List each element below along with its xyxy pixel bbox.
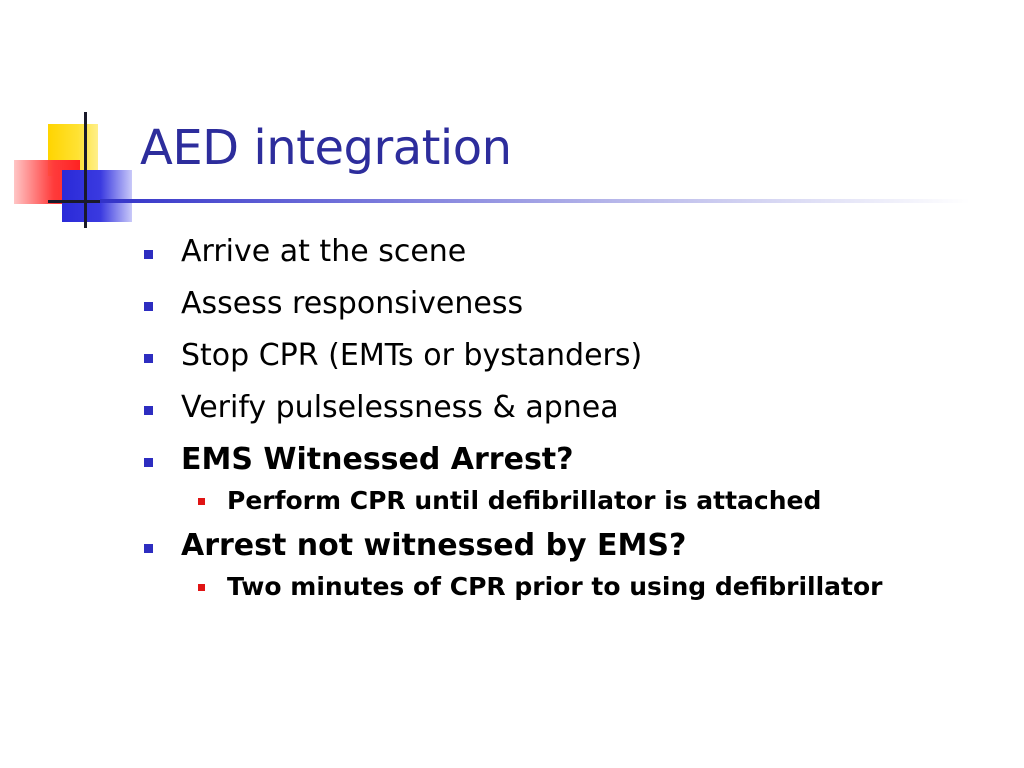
sub-bullet-text: Perform CPR until defibrillator is attached xyxy=(227,486,822,515)
sub-bullet-item xyxy=(190,484,937,518)
square-bullet-icon xyxy=(144,406,153,415)
bullet-item xyxy=(144,334,1004,378)
small-square-bullet-icon xyxy=(198,584,205,591)
small-square-bullet-icon xyxy=(198,498,205,505)
bullet-item xyxy=(144,386,1004,430)
vertical-line-shape xyxy=(84,112,87,228)
square-bullet-icon xyxy=(144,544,153,553)
bullet-text: Arrive at the scene xyxy=(181,234,467,269)
bullet-item xyxy=(144,282,1004,326)
bullet-text: EMS Witnessed Arrest? xyxy=(181,442,574,477)
decorative-logo xyxy=(0,100,150,240)
bullet-list xyxy=(144,230,1004,610)
square-bullet-icon xyxy=(144,250,153,259)
bullet-item xyxy=(144,438,1004,482)
bullet-text: Verify pulselessness & apnea xyxy=(181,390,619,425)
sub-bullet-item xyxy=(190,570,937,604)
bullet-item xyxy=(144,524,1004,568)
square-bullet-icon xyxy=(144,354,153,363)
sub-bullet-text: Two minutes of CPR prior to using defibrillator xyxy=(227,572,883,601)
square-bullet-icon xyxy=(144,458,153,467)
bullet-text: Stop CPR (EMTs or bystanders) xyxy=(181,338,643,373)
square-bullet-icon xyxy=(144,302,153,311)
bullet-text: Assess responsiveness xyxy=(181,286,524,321)
bullet-item xyxy=(144,230,1004,274)
slide-title: AED integration xyxy=(140,120,512,176)
blue-square-shape xyxy=(62,170,132,222)
bullet-text: Arrest not witnessed by EMS? xyxy=(181,528,687,563)
title-underline-rule xyxy=(100,199,970,203)
